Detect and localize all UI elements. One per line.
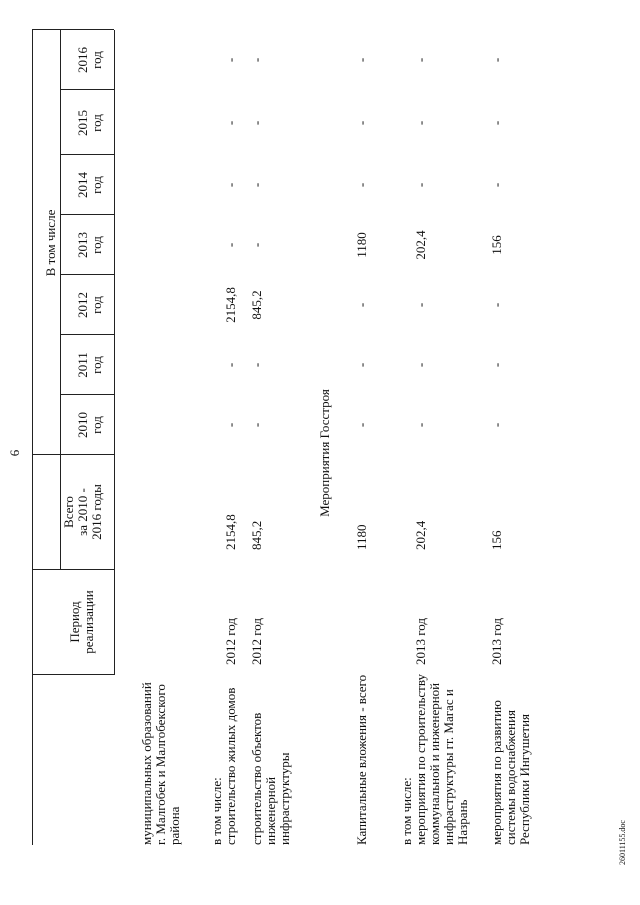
row-cell-2011: - [223, 362, 238, 368]
row-label: муниципальных образований г. Малгобек и Малгобекского района [139, 682, 182, 845]
row-cell-2012: - [413, 302, 428, 308]
row-cell-2012: - [489, 302, 504, 308]
column-divider-label [32, 674, 114, 675]
row-cell-2013: 202,4 [413, 230, 428, 260]
row-cell-2010: - [354, 422, 369, 428]
row-total: 202,4 [413, 520, 428, 550]
row-cell-2013: 1180 [354, 232, 369, 258]
row-cell-2011: - [354, 362, 369, 368]
row-total: 845,2 [249, 520, 264, 550]
row-cell-2015: - [223, 120, 238, 126]
header-year-2016: 2016 год [75, 47, 104, 73]
column-divider-2012 [60, 274, 114, 275]
row-cell-2010: - [413, 422, 428, 428]
row-total: 1180 [354, 524, 369, 550]
column-divider-2014 [60, 154, 114, 155]
column-divider-2010 [60, 394, 114, 395]
row-cell-2016: - [413, 57, 428, 63]
row-cell-2014: - [413, 182, 428, 188]
column-divider-end [32, 29, 114, 30]
table-top-border [32, 30, 33, 845]
years-header-divider [60, 30, 61, 570]
column-divider-total [32, 454, 114, 455]
row-cell-2016: - [249, 57, 264, 63]
header-year-2012: 2012 год [75, 292, 104, 318]
row-cell-2011: - [413, 362, 428, 368]
row-cell-2015: - [413, 120, 428, 126]
footer-code: 26011155.doc [618, 820, 627, 865]
row-cell-2010: - [249, 422, 264, 428]
header-year-2013: 2013 год [75, 232, 104, 258]
row-label: Капитальные вложения - всего [354, 674, 369, 845]
row-cell-2016: - [489, 57, 504, 63]
column-divider-2011 [60, 334, 114, 335]
page-number: 6 [7, 449, 22, 457]
row-cell-2010: - [223, 422, 238, 428]
row-cell-2011: - [249, 362, 264, 368]
row-cell-2015: - [489, 120, 504, 126]
row-cell-2013: - [223, 242, 238, 248]
column-divider-2013 [60, 214, 114, 215]
row-cell-2015: - [249, 120, 264, 126]
row-cell-2010: - [489, 422, 504, 428]
row-cell-2014: - [249, 182, 264, 188]
header-total: Всего за 2010 - 2016 годы [61, 484, 104, 540]
row-cell-2014: - [354, 182, 369, 188]
table-header-divider [114, 30, 115, 675]
header-in-that-number: В том числе [43, 209, 58, 277]
row-cell-2016: - [223, 57, 238, 63]
row-cell-2012: 2154,8 [223, 287, 238, 323]
row-total: 156 [489, 530, 504, 550]
row-cell-2015: - [354, 120, 369, 126]
header-year-2011: 2011 год [75, 352, 104, 378]
row-label: строительство объектов инженерной инфраструктуры [249, 712, 292, 845]
row-cell-2014: - [223, 182, 238, 188]
row-cell-2014: - [489, 182, 504, 188]
column-divider-period [32, 569, 114, 570]
section-title: Мероприятия Госстроя [317, 389, 332, 517]
row-label: в том числе: мероприятия по строительству коммунальной и инженерной инфраструктуры гг. Магас и Назрань [399, 673, 470, 845]
row-period: 2012 год [249, 618, 264, 665]
header-year-2010: 2010 год [75, 412, 104, 438]
column-divider-2015 [60, 89, 114, 90]
row-cell-2016: - [354, 57, 369, 63]
row-label: мероприятия по развитию системы водоснабжения Республики Ингушетия [489, 700, 532, 845]
row-cell-2013: 156 [489, 235, 504, 255]
row-cell-2012: - [354, 302, 369, 308]
row-total: 2154,8 [223, 514, 238, 550]
row-cell-2011: - [489, 362, 504, 368]
row-cell-2013: - [249, 242, 264, 248]
row-cell-2012: 845,2 [249, 290, 264, 320]
row-period: 2013 год [489, 618, 504, 665]
row-period: 2012 год [223, 618, 238, 665]
row-period: 2013 год [413, 618, 428, 665]
row-label: в том числе: строительство жилых домов [209, 687, 238, 845]
header-year-2014: 2014 год [75, 172, 104, 198]
header-period: Период реализации [67, 590, 96, 654]
header-year-2015: 2015 год [75, 110, 104, 136]
